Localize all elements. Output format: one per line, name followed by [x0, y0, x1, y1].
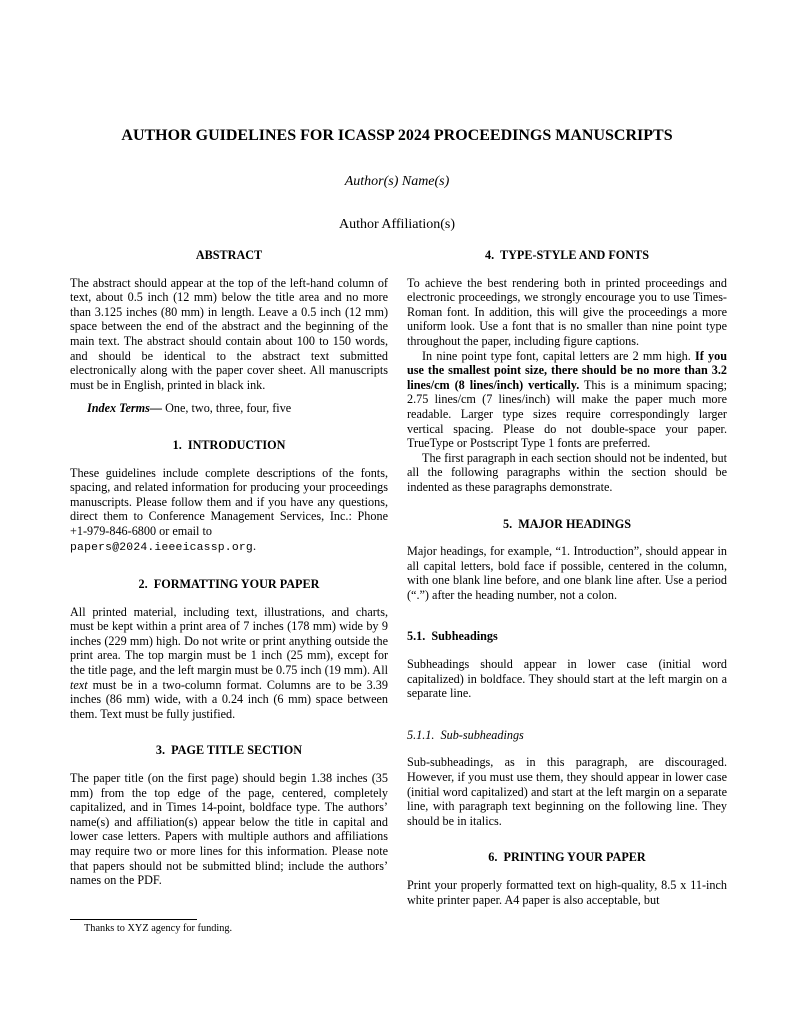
sub-subheadings-heading: 5.1.1. Sub-subheadings: [407, 727, 524, 742]
footnote-rule: [70, 919, 197, 920]
abstract-paragraph: The abstract should appear at the top of the left-hand column of text, about 0.5 inch (12 mm) below the title area and no more than 3.125 inches (80 mm) in length. Leave a 0.5 inch (12 mm) space between the end of the abstract and the beginning of the main text. The abstract should contain about 100 to 150 words, and should be identical to the abstract text submitted electronically along with the paper cover sheet. All manuscripts must be in English, printed in black ink.: [70, 275, 388, 392]
affiliation-line: Author Affiliation(s): [338, 217, 455, 232]
printing-paragraph: Print your properly formatted text on high-quality, 8.5 x 11-inch white printer paper. A4 paper is also acceptable, but: [407, 878, 727, 907]
footnote: [70, 919, 388, 936]
major-headings-paragraph: Major headings, for example, “1. Introduction”, should appear in all capital letters, bold face if possible, centered in the column, with one blank line before, and one blank line after. Use a period (“.”) after the heading number, not a colon.: [407, 544, 727, 602]
printing-heading: 6. PRINTING YOUR PAPER: [488, 850, 646, 865]
paper-title: AUTHOR GUIDELINES FOR ICASSP 2024 PROCEEDINGS MANUSCRIPTS: [121, 127, 673, 144]
type-style-paragraph-2: In nine point type font, capital letters are 2 mm high. If you use the smallest point size, there should be no more than 3.2 lines/cm (8 lines/inch) vertically. This is a minimum spacing; 2.75 lines/cm (7 lines/inch) will make the paper much more readable. Larger type sizes require correspondingly larger vertical spacing. Please do not double-space your paper. TrueType or Postscript Type 1 fonts are preferred.: [407, 348, 727, 451]
type-style-paragraph-3: The first paragraph in each section should not be indented, but all the following paragraphs within the section should be indented as these paragraphs demonstrate.: [407, 450, 727, 494]
page-title-section-paragraph: The paper title (on the first page) should begin 1.38 inches (35 mm) from the top edge of the page, centered, completely capitalized, and in Times 14-point, boldface type. The authors’ name(s) and affiliation(s) appear below the title in capital and lower case letters. Papers with multiple authors and affiliations may require two or more lines for this information. Please note that papers should not be submitted blind; include the authors’ names on the PDF.: [70, 771, 388, 888]
formatting-paragraph: All printed material, including text, illustrations, and charts, must be kept within a print area of 7 inches (178 mm) wide by 9 inches (229 mm) high. Do not write or print anything outside the print area. The top margin must be 1 inch (25 mm), except for the title page, and the left margin must be 0.75 inch (19 mm). All text must be in a two-column format. Columns are to be 3.39 inches (86 mm) wide, with a 0.24 inch (6 mm) space between them. Text must be fully justified.: [70, 604, 388, 721]
type-style-paragraph-1: To achieve the best rendering both in printed proceedings and electronic proceedings, we strongly encourage you to use Times-Roman font. In addition, this will give the proceedings a more uniform look. Use a font that is no smaller than nine point type throughout the paper, including figure captions.: [407, 275, 727, 348]
subheadings-paragraph: Subheadings should appear in lower case (initial word capitalized) in boldface. They should start at the left margin on a separate line.: [407, 657, 727, 701]
right-column: [407, 246, 727, 954]
index-terms-line: Index Terms— One, two, three, four, five: [87, 401, 292, 416]
type-style-heading: 4. TYPE-STYLE AND FONTS: [484, 248, 649, 262]
page-title-section-heading: 3. PAGE TITLE SECTION: [155, 743, 303, 758]
footnote-text: Thanks to XYZ agency for funding.: [84, 923, 233, 934]
introduction-paragraph: These guidelines include complete descriptions of the fonts, spacing, and related information for producing your proceedings manuscripts. Please follow them and if you have any questions, direct them to Conference Management Services, Inc.: Phone +1-979-846-6800 or email to papers@2024.ieeeicassp.org.: [70, 465, 388, 554]
introduction-heading: 1. INTRODUCTION: [172, 437, 286, 452]
subheadings-heading: 5.1. Subheadings: [407, 629, 498, 644]
abstract-heading: ABSTRACT: [195, 248, 263, 262]
formatting-heading: 2. FORMATTING YOUR PAPER: [138, 577, 320, 592]
left-column: [70, 246, 388, 914]
title-block: [0, 0, 794, 233]
major-headings-heading: 5. MAJOR HEADINGS: [503, 516, 631, 531]
authors-line: Author(s) Name(s): [344, 174, 450, 189]
sub-subheadings-paragraph: Sub-subheadings, as in this paragraph, are discouraged. However, if you must use them, they should appear in lower case (initial word capitalized) and start at the left margin on a separate line, with paragraph text beginning on the following line. They should be in italics.: [407, 755, 727, 828]
